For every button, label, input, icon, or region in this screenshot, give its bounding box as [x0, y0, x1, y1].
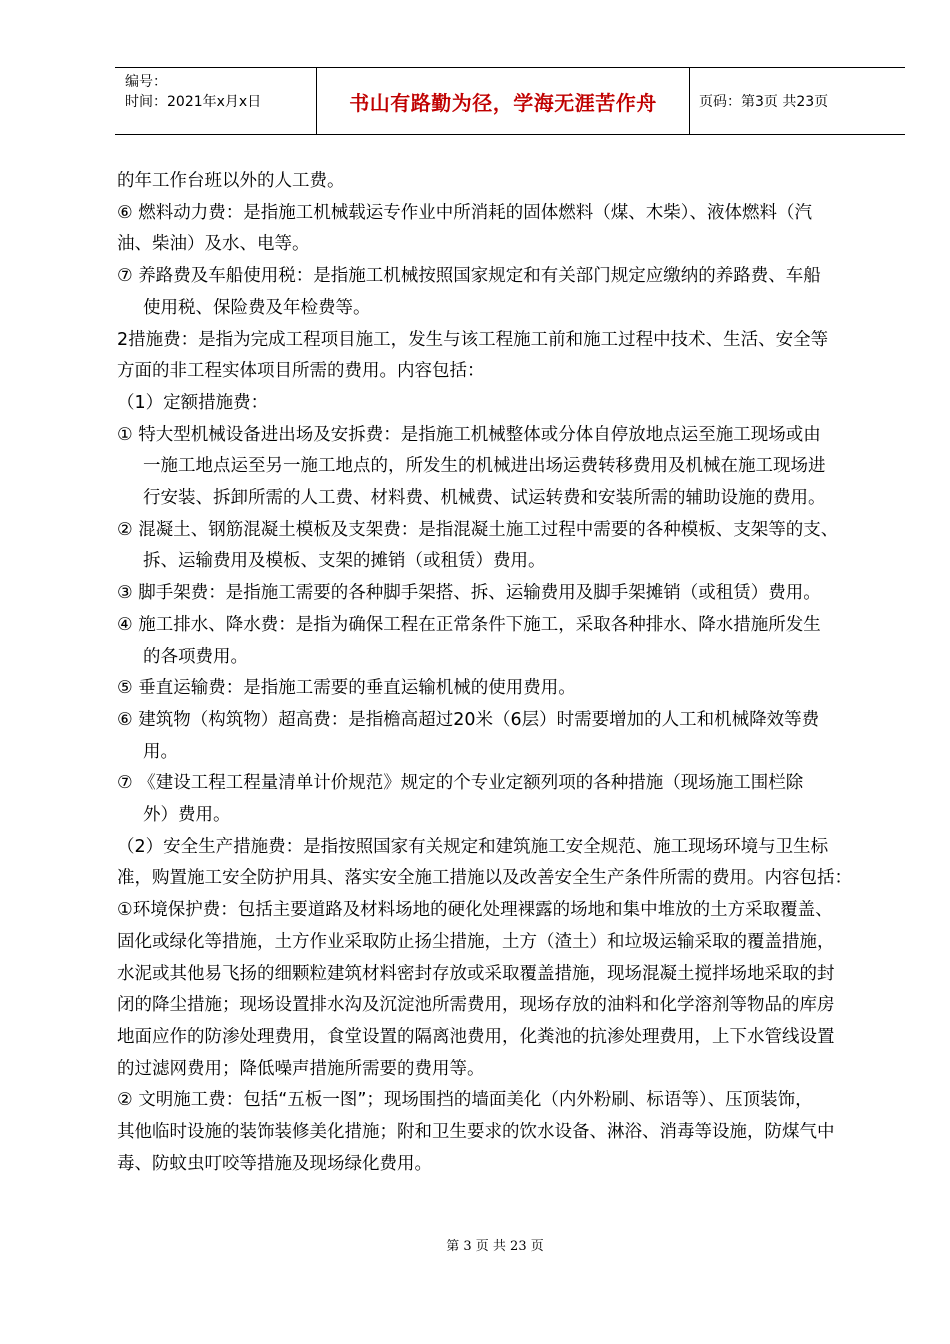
text-line: 地面应作的防渗处理费用，食堂设置的隔离池费用，化粪池的抗渗处理费用，上下水管线设置	[117, 1026, 835, 1047]
text-line: 用。	[143, 741, 178, 762]
header-meta	[125, 72, 261, 112]
text-line: 的过滤网费用；降低噪声措施所需要的费用等。	[117, 1058, 485, 1079]
text-line: 2措施费：是指为完成工程项目施工，发生与该工程施工前和施工过程中技术、生活、安全等	[117, 329, 829, 350]
text-line: 其他临时设施的装饰装修美化措施；附和卫生要求的饮水设备、淋浴、消毒等设施，防煤气中	[117, 1122, 835, 1143]
document-header	[115, 67, 905, 135]
text-line: 水泥或其他易飞扬的细颗粒建筑材料密封存放或采取覆盖措施，现场混凝土搅拌场地采取的封	[117, 963, 835, 984]
text-line: 方面的非工程实体项目所需的费用。内容包括：	[117, 361, 485, 382]
text-line: 的各项费用。	[143, 646, 248, 667]
text-line: 油、柴油）及水、电等。	[117, 234, 310, 255]
text-line: ① 特大型机械设备进出场及安拆费：是指施工机械整体或分体自停放地点运至施工现场或由	[117, 424, 821, 445]
text-line: 毒、防蚊虫叮咬等措施及现场绿化费用。	[117, 1153, 432, 1174]
document-body	[117, 166, 917, 1181]
text-line: ② 混凝土、钢筋混凝土模板及支架费：是指混凝土施工过程中需要的各种模板、支架等的支、	[117, 519, 839, 540]
text-line: 行安装、拆卸所需的人工费、材料费、机械费、试运转费和安装所需的辅助设施的费用。	[143, 488, 826, 509]
text-line: ⑥ 燃料动力费：是指施工机械载运专作业中所消耗的固体燃料（煤、木柴）、液体燃料（汽	[117, 202, 812, 223]
text-line: （1）定额措施费：	[117, 392, 269, 413]
text-line: ⑦ 养路费及车船使用税：是指施工机械按照国家规定和有关部门规定应缴纳的养路费、车船	[117, 266, 821, 287]
text-line: 一施工地点运至另一施工地点的，所发生的机械进出场运费转移费用及机械在施工现场进	[143, 456, 826, 477]
header-divider	[689, 68, 690, 134]
text-line: ② 文明施工费：包括“五板一图”；现场围挡的墙面美化（内外粉刷、标语等）、压顶装饰，	[117, 1090, 813, 1111]
text-line: ⑥ 建筑物（构筑物）超高费：是指檐高超过20米（6层）时需要增加的人工和机械降效等费	[117, 709, 820, 730]
header-motto: 书山有路勤为径，学海无涯苦作舟	[349, 90, 657, 115]
text-line: ⑦ 《建设工程工程量清单计价规范》规定的个专业定额列项的各种措施（现场施工围栏除	[117, 773, 804, 794]
text-line: 使用税、保险费及年检费等。	[143, 297, 371, 318]
number-label: 编号：	[125, 74, 167, 90]
text-line: 拆、运输费用及模板、支架的摊销（或租赁）费用。	[143, 551, 546, 572]
text-line: ⑤ 垂直运输费：是指施工需要的垂直运输机械的使用费用。	[117, 678, 576, 699]
text-line: 固化或绿化等措施，土方作业采取防止扬尘措施，土方（渣土）和垃圾运输采取的覆盖措施，	[117, 931, 835, 952]
text-line: ③ 脚手架费：是指施工需要的各种脚手架搭、拆、运输费用及脚手架摊销（或租赁）费用。	[117, 583, 821, 604]
text-line: 的年工作台班以外的人工费。	[117, 171, 345, 191]
text-line: 闭的降尘措施；现场设置排水沟及沉淀池所需费用，现场存放的油料和化学溶剂等物品的库房	[117, 995, 835, 1016]
text-line: ④ 施工排水、降水费：是指为确保工程在正常条件下施工，采取各种排水、降水措施所发生	[117, 614, 821, 635]
text-line: （2）安全生产措施费：是指按照国家有关规定和建筑施工安全规范、施工现场环境与卫生标	[117, 836, 829, 857]
time-label: 时间：2021年x月x日	[125, 94, 262, 110]
page-label: 页码：第3页 共23页	[699, 94, 829, 110]
text-line: ①环境保护费：包括主要道路及材料场地的硬化处理裸露的场地和集中堆放的土方采取覆盖、	[117, 900, 833, 921]
text-line: 外）费用。	[143, 805, 231, 826]
text-line: 准，购置施工安全防护用具、落实安全施工措施以及改善安全生产条件所需的费用。内容包括：	[117, 868, 852, 889]
page-footer: 第 3 页 共 23 页	[446, 1239, 544, 1254]
